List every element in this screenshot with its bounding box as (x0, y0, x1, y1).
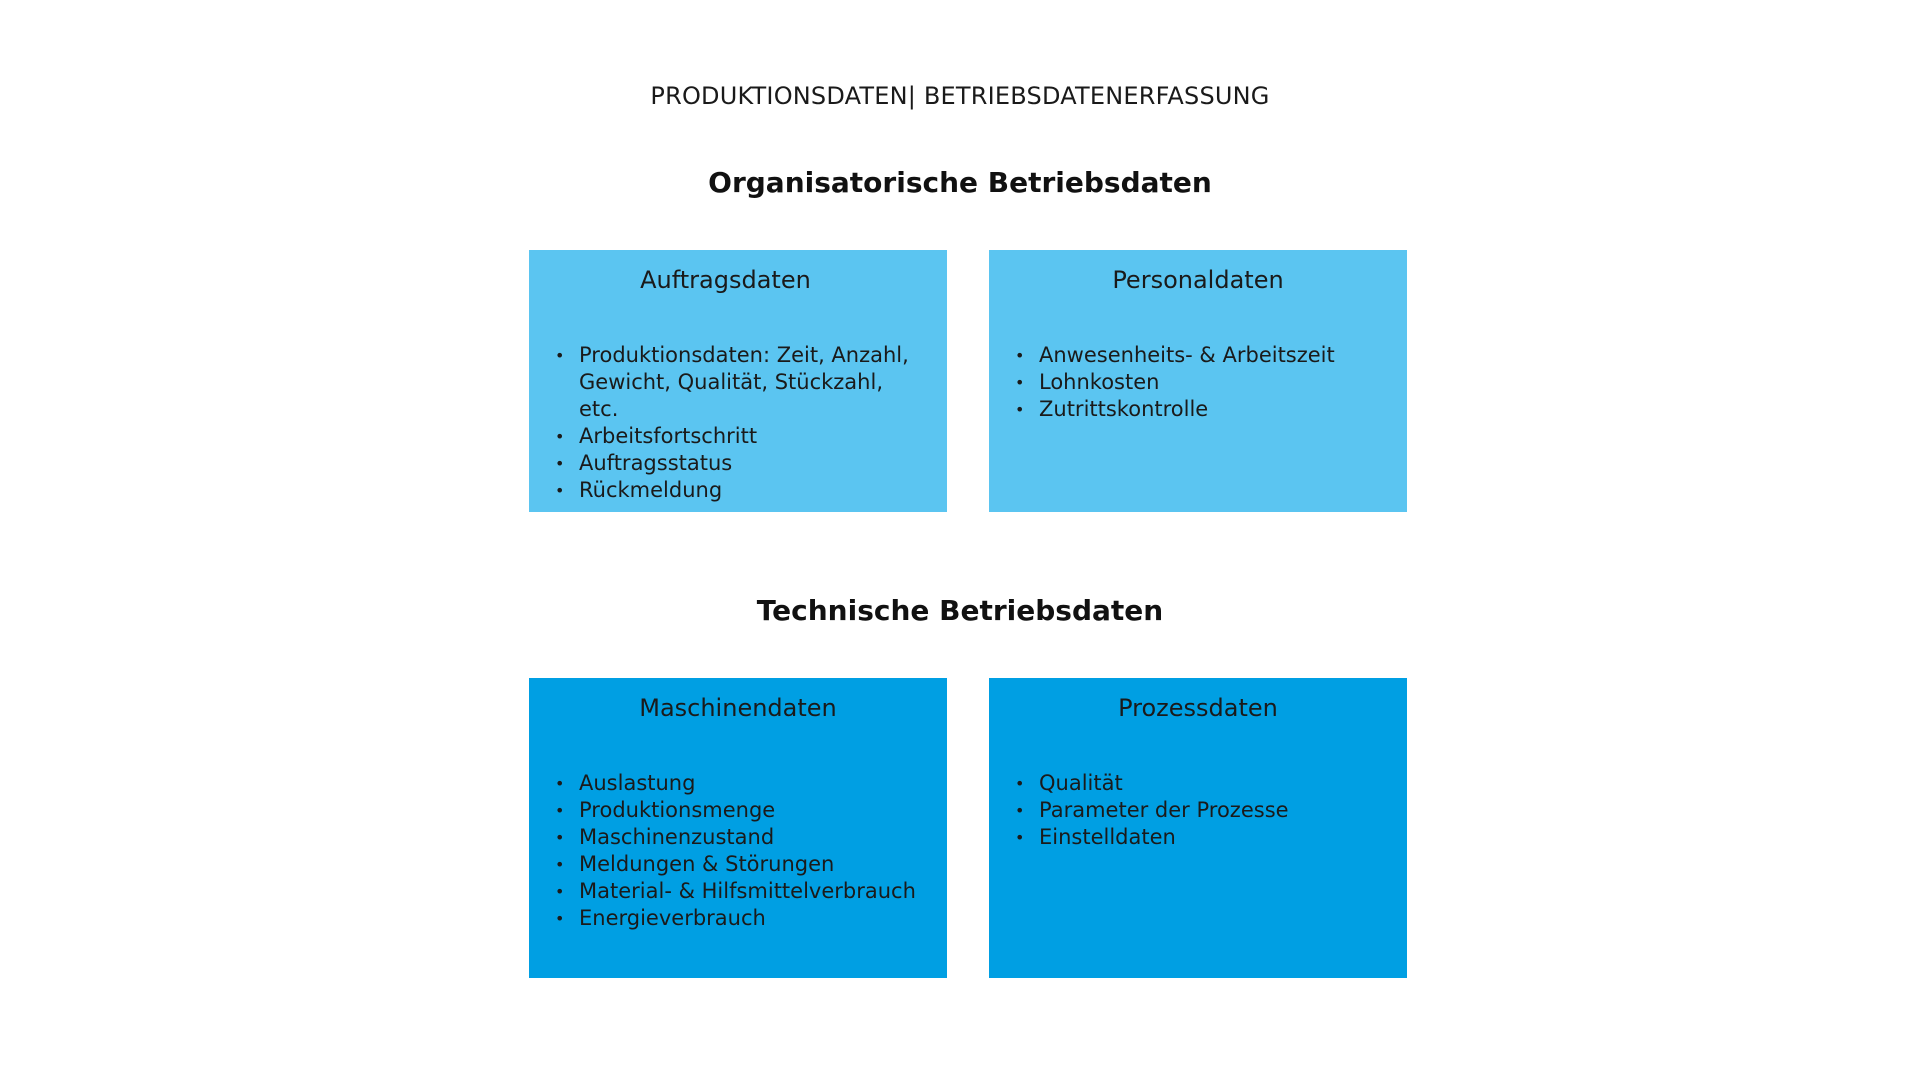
page-title: PRODUKTIONSDATEN| BETRIEBSDATENERFASSUNG (650, 82, 1270, 110)
bullet-list (1015, 770, 1389, 851)
list-item: • Produktionsdaten: Zeit, Anzahl, Gewicht, Qualität, Stückzahl, etc. (555, 342, 929, 423)
bullet-list (1015, 342, 1389, 423)
list-item: • Material- & Hilfsmittelverbrauch (555, 878, 929, 905)
list-item: • Meldungen & Störungen (555, 851, 929, 878)
section-heading-organisational: Organisatorische Betriebsdaten (708, 166, 1212, 199)
list-item: • Lohnkosten (1015, 369, 1389, 396)
box-title: Auftragsdaten (640, 266, 811, 294)
list-item: • Zutrittskontrolle (1015, 396, 1389, 423)
list-item: • Parameter der Prozesse (1015, 797, 1389, 824)
list-item: • Qualität (1015, 770, 1389, 797)
box-personaldaten (989, 250, 1407, 512)
box-auftragsdaten (529, 250, 947, 512)
list-item: • Auftragsstatus (555, 450, 929, 477)
list-item: • Produktionsmenge (555, 797, 929, 824)
list-item: • Auslastung (555, 770, 929, 797)
list-item: • Energieverbrauch (555, 905, 929, 932)
section-heading-technical: Technische Betriebsdaten (756, 594, 1164, 627)
box-title: Maschinendaten (639, 694, 837, 722)
list-item: • Arbeitsfortschritt (555, 423, 929, 450)
box-prozessdaten (989, 678, 1407, 978)
list-item: • Anwesenheits- & Arbeitszeit (1015, 342, 1389, 369)
box-maschinendaten (529, 678, 947, 978)
list-item: • Einstelldaten (1015, 824, 1389, 851)
list-item: • Maschinenzustand (555, 824, 929, 851)
box-title: Personaldaten (1112, 266, 1284, 294)
box-title: Prozessdaten (1118, 694, 1278, 722)
bullet-list (555, 342, 929, 504)
list-item: • Rückmeldung (555, 477, 929, 504)
bullet-list (555, 770, 929, 932)
